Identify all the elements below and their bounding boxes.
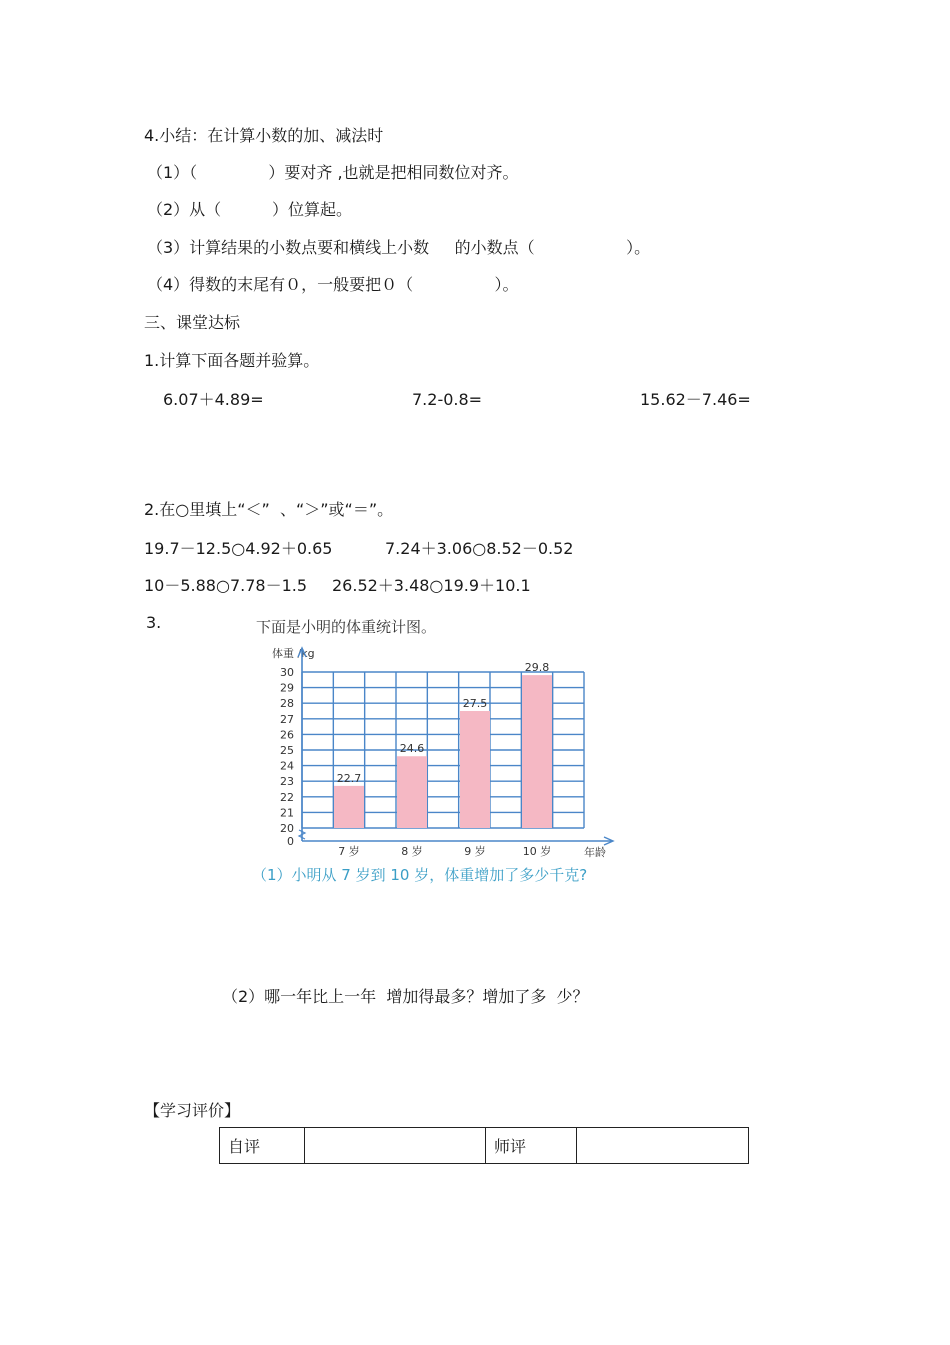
y-tick-label: 29 xyxy=(280,681,294,695)
bar-value-label: 27.5 xyxy=(462,697,488,710)
y-tick-label: 20 xyxy=(280,822,294,835)
q3-question-2: （2）哪一年比上一年 增加得最多？增加了多 少？ xyxy=(222,987,589,1006)
y-tick-label: 25 xyxy=(280,744,294,757)
summary-item-1: （1）（ ）要对齐 ,也就是把相同数位对齐。 xyxy=(147,163,519,182)
q2-row2-right: 26.52＋3.48○19.9＋10.1 xyxy=(332,576,531,595)
y-tick-label: 26 xyxy=(280,728,294,742)
x-tick-label: 10 岁 xyxy=(522,845,552,858)
q3-number: 3. xyxy=(146,613,162,632)
q1-title: 1.计算下面各题并验算。 xyxy=(144,351,320,370)
chart-title: 下面是小明的体重统计图。 xyxy=(256,618,437,636)
weight-bar-chart xyxy=(248,612,678,892)
summary-item-4: （4）得数的末尾有０，一般要把０（ ）。 xyxy=(147,275,519,294)
bar-value-label: 29.8 xyxy=(524,661,550,675)
y-tick-label: 22 xyxy=(280,790,294,804)
summary-item-2: （2）从（ ）位算起。 xyxy=(147,200,353,219)
y-tick-label: 27 xyxy=(280,712,294,726)
q2-row1-right: 7.24＋3.06○8.52－0.52 xyxy=(385,539,574,558)
q1-equation-1: 6.07＋4.89= xyxy=(163,390,264,409)
teacher-eval-cell[interactable] xyxy=(577,1128,749,1164)
section-heading: 三、课堂达标 xyxy=(144,313,241,332)
bar xyxy=(460,711,490,828)
bar xyxy=(522,675,552,828)
y-tick-label: 21 xyxy=(280,806,294,820)
y-tick-label: 30 xyxy=(280,666,294,679)
y-tick-label: 28 xyxy=(280,697,294,711)
x-tick-label: 8 岁 xyxy=(401,845,423,858)
summary-item-3: （3）计算结果的小数点要和横线上小数 的小数点（ ）。 xyxy=(147,238,651,257)
y-origin-label: 0 xyxy=(287,835,294,848)
q3-question-1: （1）小明从 7 岁到 10 岁，体重增加了多少千克? xyxy=(252,866,588,884)
y-tick-label: 24 xyxy=(280,759,294,773)
bar-value-label: 24.6 xyxy=(399,742,425,756)
q2-row2-left: 10－5.88○7.78－1.5 xyxy=(144,576,308,595)
q1-equation-2: 7.2-0.8= xyxy=(412,390,483,409)
teacher-eval-label: 师评 xyxy=(486,1128,577,1164)
self-eval-cell[interactable] xyxy=(305,1128,486,1164)
evaluation-table xyxy=(219,1127,749,1164)
y-tick-label: 23 xyxy=(280,775,294,789)
bar xyxy=(334,786,364,828)
q2-row1-left: 19.7－12.5○4.92＋0.65 xyxy=(144,539,333,558)
bar-value-label: 22.7 xyxy=(336,771,362,785)
q2-title: 2.在○里填上“＜” 、“＞”或“＝”。 xyxy=(144,500,394,519)
chart-ylabel: 体重 /kg xyxy=(272,647,315,660)
x-tick-label: 9 岁 xyxy=(464,845,486,858)
chart-xlabel: 年龄 xyxy=(584,846,606,859)
q1-equation-3: 15.62－7.46= xyxy=(640,390,751,409)
evaluation-title: 【学习评价】 xyxy=(144,1101,241,1120)
axis-break-mark xyxy=(299,830,305,839)
bar xyxy=(397,756,427,828)
summary-title: 4.小结：在计算小数的加、减法时 xyxy=(144,126,384,145)
x-tick-label: 7 岁 xyxy=(338,845,360,858)
self-eval-label: 自评 xyxy=(220,1128,305,1164)
